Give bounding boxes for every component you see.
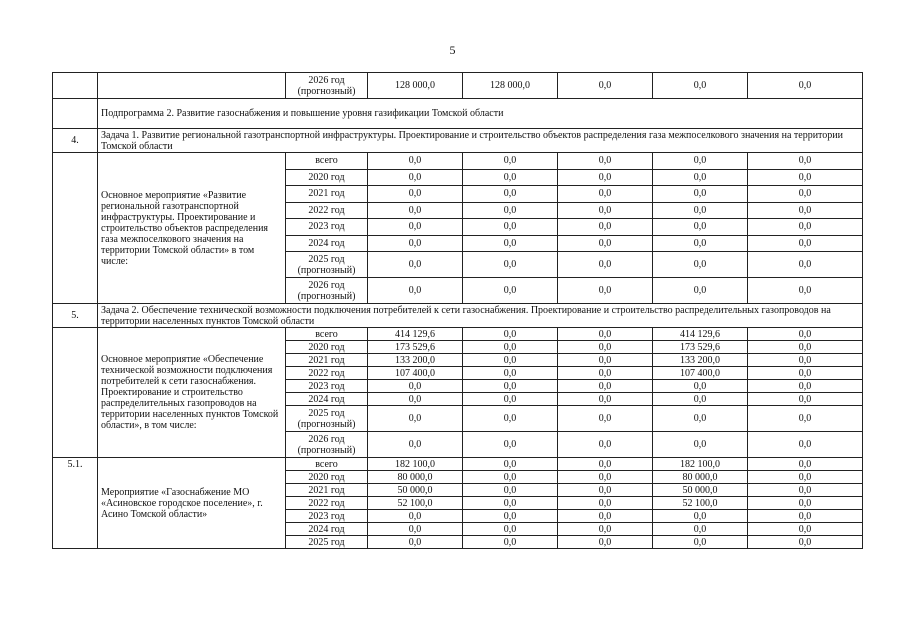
value-cell: 0,0 bbox=[463, 432, 558, 458]
value-cell: 0,0 bbox=[558, 186, 653, 203]
value-cell: 0,0 bbox=[368, 252, 463, 278]
value-cell: 0,0 bbox=[653, 380, 748, 393]
desc-cell bbox=[98, 73, 286, 99]
value-cell: 0,0 bbox=[463, 497, 558, 510]
year-cell: 2024 год bbox=[286, 393, 368, 406]
value-cell: 0,0 bbox=[463, 202, 558, 219]
value-cell: 107 400,0 bbox=[368, 367, 463, 380]
value-cell: 0,0 bbox=[748, 341, 863, 354]
value-cell: 0,0 bbox=[653, 235, 748, 252]
task-row bbox=[53, 129, 863, 153]
value-cell: 0,0 bbox=[368, 278, 463, 304]
value-cell: 0,0 bbox=[368, 235, 463, 252]
value-cell: 0,0 bbox=[748, 367, 863, 380]
subprogram-title: Подпрограмма 2. Развитие газоснабжения и повышение уровня газификации Томской области bbox=[98, 99, 863, 129]
value-cell: 133 200,0 bbox=[368, 354, 463, 367]
value-cell: 0,0 bbox=[368, 380, 463, 393]
num-cell bbox=[53, 328, 98, 458]
value-cell: 0,0 bbox=[748, 406, 863, 432]
value-cell: 0,0 bbox=[368, 523, 463, 536]
value-cell: 0,0 bbox=[653, 393, 748, 406]
task-number: 5. bbox=[53, 304, 98, 328]
value-cell: 0,0 bbox=[368, 219, 463, 236]
value-cell: 0,0 bbox=[558, 471, 653, 484]
value-cell: 0,0 bbox=[558, 536, 653, 549]
year-cell: 2023 год bbox=[286, 219, 368, 236]
value-cell: 0,0 bbox=[748, 484, 863, 497]
table-row bbox=[53, 328, 863, 341]
value-cell: 0,0 bbox=[558, 484, 653, 497]
value-cell: 0,0 bbox=[558, 432, 653, 458]
value-cell: 414 129,6 bbox=[368, 328, 463, 341]
value-cell: 414 129,6 bbox=[653, 328, 748, 341]
value-cell: 0,0 bbox=[558, 458, 653, 471]
value-cell: 0,0 bbox=[748, 432, 863, 458]
year-cell: 2022 год bbox=[286, 202, 368, 219]
activity-description: Мероприятие «Газоснабжение МО «Асиновское городское поселение», г. Асино Томской области» bbox=[98, 458, 286, 549]
value-cell: 0,0 bbox=[558, 393, 653, 406]
value-cell: 0,0 bbox=[558, 202, 653, 219]
year-cell: 2024 год bbox=[286, 523, 368, 536]
value-cell: 0,0 bbox=[653, 523, 748, 536]
value-cell: 0,0 bbox=[558, 341, 653, 354]
value-cell: 0,0 bbox=[463, 380, 558, 393]
value-cell: 0,0 bbox=[748, 523, 863, 536]
table-row bbox=[53, 458, 863, 471]
value-cell: 0,0 bbox=[368, 202, 463, 219]
year-cell: 2021 год bbox=[286, 484, 368, 497]
value-cell: 0,0 bbox=[748, 354, 863, 367]
value-cell: 0,0 bbox=[463, 219, 558, 236]
year-cell: 2023 год bbox=[286, 380, 368, 393]
table-row bbox=[53, 153, 863, 170]
year-cell: всего bbox=[286, 328, 368, 341]
num-cell bbox=[53, 153, 98, 304]
task-title: Задача 2. Обеспечение технической возможности подключения потребителей к сети газоснабжения. Проектирование и строительство распределительных газопроводов на территории населенных пунктов Томской области bbox=[98, 304, 863, 328]
value-cell: 182 100,0 bbox=[368, 458, 463, 471]
value-cell: 133 200,0 bbox=[653, 354, 748, 367]
value-cell: 0,0 bbox=[558, 153, 653, 170]
value-cell: 0,0 bbox=[748, 510, 863, 523]
budget-table bbox=[52, 72, 863, 549]
year-cell: 2020 год bbox=[286, 471, 368, 484]
value-cell: 0,0 bbox=[653, 73, 748, 99]
value-cell: 0,0 bbox=[463, 523, 558, 536]
value-cell: 0,0 bbox=[558, 523, 653, 536]
value-cell: 128 000,0 bbox=[368, 73, 463, 99]
value-cell: 0,0 bbox=[748, 380, 863, 393]
value-cell: 0,0 bbox=[748, 252, 863, 278]
value-cell: 0,0 bbox=[463, 341, 558, 354]
year-cell: 2023 год bbox=[286, 510, 368, 523]
year-cell: 2020 год bbox=[286, 341, 368, 354]
value-cell: 0,0 bbox=[748, 536, 863, 549]
value-cell: 0,0 bbox=[368, 153, 463, 170]
value-cell: 0,0 bbox=[748, 73, 863, 99]
value-cell: 0,0 bbox=[748, 497, 863, 510]
value-cell: 50 000,0 bbox=[653, 484, 748, 497]
value-cell: 173 529,6 bbox=[653, 341, 748, 354]
activity-description: Основное мероприятие «Обеспечение технической возможности подключения потребителей к сети газоснабжения. Проектирование и строительство распределительных газопроводов на территории населенных пунктов Томской области», в том числе: bbox=[98, 328, 286, 458]
year-cell: 2022 год bbox=[286, 367, 368, 380]
value-cell: 0,0 bbox=[653, 252, 748, 278]
value-cell: 0,0 bbox=[748, 393, 863, 406]
value-cell: 0,0 bbox=[463, 252, 558, 278]
value-cell: 0,0 bbox=[463, 235, 558, 252]
value-cell: 0,0 bbox=[558, 328, 653, 341]
num-cell bbox=[53, 73, 98, 99]
value-cell: 0,0 bbox=[653, 186, 748, 203]
value-cell: 0,0 bbox=[558, 510, 653, 523]
value-cell: 0,0 bbox=[558, 380, 653, 393]
value-cell: 0,0 bbox=[558, 219, 653, 236]
value-cell: 0,0 bbox=[748, 186, 863, 203]
value-cell: 0,0 bbox=[368, 406, 463, 432]
year-cell: 2025 год bbox=[286, 536, 368, 549]
year-cell: всего bbox=[286, 458, 368, 471]
task-number: 4. bbox=[53, 129, 98, 153]
value-cell: 0,0 bbox=[653, 202, 748, 219]
value-cell: 0,0 bbox=[463, 153, 558, 170]
value-cell: 0,0 bbox=[558, 497, 653, 510]
value-cell: 0,0 bbox=[368, 510, 463, 523]
task-title: Задача 1. Развитие региональной газотранспортной инфраструктуры. Проектирование и строительство объектов распределения газа межпоселкового значения на территории Томской области bbox=[98, 129, 863, 153]
value-cell: 0,0 bbox=[748, 169, 863, 186]
value-cell: 0,0 bbox=[368, 169, 463, 186]
value-cell: 0,0 bbox=[463, 510, 558, 523]
value-cell: 0,0 bbox=[653, 169, 748, 186]
value-cell: 0,0 bbox=[463, 169, 558, 186]
value-cell: 0,0 bbox=[653, 219, 748, 236]
value-cell: 0,0 bbox=[748, 458, 863, 471]
task-row bbox=[53, 304, 863, 328]
value-cell: 107 400,0 bbox=[653, 367, 748, 380]
value-cell: 0,0 bbox=[463, 484, 558, 497]
subprogram-row bbox=[53, 99, 863, 129]
value-cell: 0,0 bbox=[558, 367, 653, 380]
value-cell: 0,0 bbox=[463, 471, 558, 484]
year-cell: 2021 год bbox=[286, 186, 368, 203]
value-cell: 0,0 bbox=[558, 354, 653, 367]
value-cell: 0,0 bbox=[463, 354, 558, 367]
value-cell: 0,0 bbox=[463, 328, 558, 341]
value-cell: 0,0 bbox=[653, 432, 748, 458]
year-cell: 2021 год bbox=[286, 354, 368, 367]
value-cell: 0,0 bbox=[463, 406, 558, 432]
value-cell: 0,0 bbox=[368, 536, 463, 549]
value-cell: 0,0 bbox=[463, 278, 558, 304]
value-cell: 0,0 bbox=[463, 536, 558, 549]
value-cell: 0,0 bbox=[463, 458, 558, 471]
value-cell: 0,0 bbox=[653, 278, 748, 304]
value-cell: 182 100,0 bbox=[653, 458, 748, 471]
value-cell: 0,0 bbox=[748, 202, 863, 219]
value-cell: 0,0 bbox=[463, 186, 558, 203]
year-cell: 2025 год (прогнозный) bbox=[286, 252, 368, 278]
value-cell: 0,0 bbox=[748, 219, 863, 236]
value-cell: 0,0 bbox=[748, 471, 863, 484]
year-cell: 2026 год (прогнозный) bbox=[286, 278, 368, 304]
value-cell: 0,0 bbox=[368, 432, 463, 458]
value-cell: 0,0 bbox=[653, 510, 748, 523]
value-cell: 52 100,0 bbox=[653, 497, 748, 510]
num-cell bbox=[53, 99, 98, 129]
value-cell: 0,0 bbox=[558, 73, 653, 99]
year-cell: 2022 год bbox=[286, 497, 368, 510]
year-cell: 2026 год (прогнозный) bbox=[286, 73, 368, 99]
page-number: 5 bbox=[449, 43, 456, 57]
value-cell: 0,0 bbox=[463, 367, 558, 380]
value-cell: 0,0 bbox=[653, 406, 748, 432]
value-cell: 52 100,0 bbox=[368, 497, 463, 510]
value-cell: 0,0 bbox=[558, 278, 653, 304]
value-cell: 80 000,0 bbox=[368, 471, 463, 484]
value-cell: 173 529,6 bbox=[368, 341, 463, 354]
value-cell: 0,0 bbox=[748, 235, 863, 252]
value-cell: 50 000,0 bbox=[368, 484, 463, 497]
value-cell: 0,0 bbox=[653, 536, 748, 549]
item-number: 5.1. bbox=[53, 458, 98, 549]
value-cell: 0,0 bbox=[463, 393, 558, 406]
value-cell: 0,0 bbox=[748, 153, 863, 170]
value-cell: 0,0 bbox=[368, 186, 463, 203]
year-cell: 2025 год (прогнозный) bbox=[286, 406, 368, 432]
value-cell: 0,0 bbox=[558, 235, 653, 252]
value-cell: 0,0 bbox=[748, 278, 863, 304]
value-cell: 0,0 bbox=[368, 393, 463, 406]
year-cell: 2024 год bbox=[286, 235, 368, 252]
table-row bbox=[53, 73, 863, 99]
value-cell: 0,0 bbox=[558, 252, 653, 278]
value-cell: 0,0 bbox=[748, 328, 863, 341]
value-cell: 128 000,0 bbox=[463, 73, 558, 99]
activity-description: Основное мероприятие «Развитие региональной газотранспортной инфраструктуры. Проектирование и строительство объектов распределения газа межпоселкового значения на территории Томской области» в том числе: bbox=[98, 153, 286, 304]
value-cell: 0,0 bbox=[653, 153, 748, 170]
value-cell: 80 000,0 bbox=[653, 471, 748, 484]
value-cell: 0,0 bbox=[558, 169, 653, 186]
year-cell: 2020 год bbox=[286, 169, 368, 186]
year-cell: всего bbox=[286, 153, 368, 170]
year-cell: 2026 год (прогнозный) bbox=[286, 432, 368, 458]
value-cell: 0,0 bbox=[558, 406, 653, 432]
